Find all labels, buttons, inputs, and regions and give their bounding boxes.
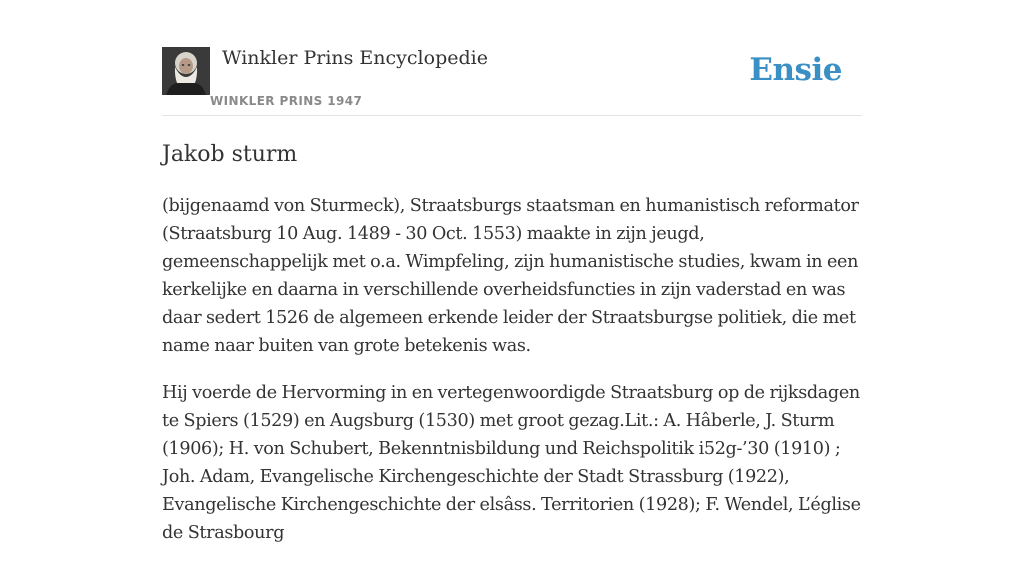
article-body — [162, 192, 862, 566]
source-subtitle[interactable]: WINKLER PRINS 1947 — [210, 94, 363, 108]
source-avatar[interactable] — [162, 47, 210, 95]
header-divider — [162, 115, 862, 116]
source-title[interactable]: Winkler Prins Encyclopedie — [222, 47, 488, 69]
article-paragraph: (bijgenaamd von Sturmeck), Straatsburgs staatsman en humanistisch reformator (Straatsburg 10 Aug. 1489 - 30 Oct. 1553) maakte in zijn jeugd, gemeenschappelijk met o.a. Wimpfeling, zijn humanistische studies, kwam in een kerkelijke en daarna in verschillende overheidsfuncties in zijn vaderstad en was daar sedert 1526 de algemeen erkende leider der Straatsburgse politiek, die met name naar buiten van grote betekenis was. — [162, 196, 859, 356]
bearded-man-portrait-icon — [162, 47, 210, 95]
source-header — [162, 46, 862, 116]
brand-logo[interactable]: Ensie — [749, 52, 842, 88]
article-title: Jakob sturm — [162, 142, 298, 167]
article-paragraph: Hij voerde de Hervorming in en vertegenwoordigde Straatsburg op de rijksdagen te Spiers (1529) en Augsburg (1530) met groot gezag.Lit.: A. Hâberle, J. Sturm (1906); H. von Schubert, Bekenntnisbildung und Reichspolitik i52g-’30 (1910) ; Joh. Adam, Evangelische Kirchengeschichte der Stadt Strassburg (1922), Evangelische Kirchengeschichte der elsâss. Territorien (1928); F. Wendel, L’église de Strasbourg — [162, 383, 861, 543]
